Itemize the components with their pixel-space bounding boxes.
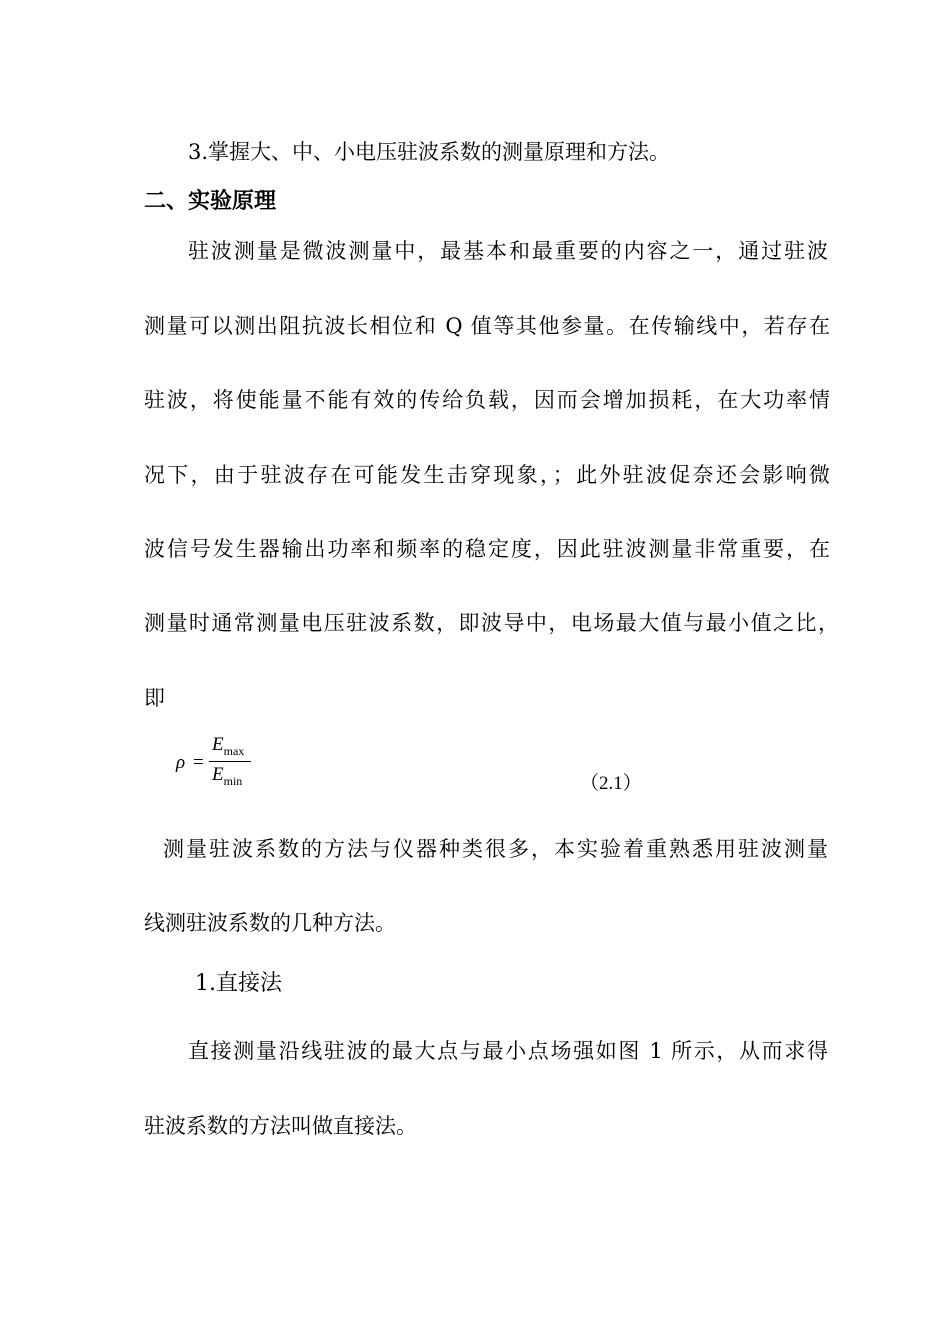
formula-rho: ρ xyxy=(176,752,186,773)
formula-equals: = xyxy=(193,752,204,773)
equation-number: （2.1） xyxy=(580,773,642,794)
paragraph-line: 测量可以测出阻抗波长相位和 Q 值等其他参量。在传输线中，若存在 xyxy=(144,314,830,338)
paragraph-line: 驻波，将使能量不能有效的传给负载，因而会增加损耗，在大功率情 xyxy=(144,388,830,412)
objective-item-3: 3.掌握大、中、小电压驻波系数的测量原理和方法。 xyxy=(188,140,671,164)
subsection-heading: 1.直接法 xyxy=(195,971,282,996)
paragraph-line: 波信号发生器输出功率和频率的稳定度，因此驻波测量非常重要，在 xyxy=(144,537,830,561)
paragraph-line: 线测驻波系数的几种方法。 xyxy=(144,911,396,935)
paragraph-line: 况下，由于驻波存在可能发生击穿现象，；此外驻波促奈还会影响微 xyxy=(144,463,830,487)
paragraph-line: 驻波系数的方法叫做直接法。 xyxy=(144,1114,417,1138)
formula-numerator: $E_{max}$ xyxy=(212,734,245,758)
paragraph-line: 测量时通常测量电压驻波系数，即波导中，电场最大值与最小值之比， xyxy=(144,611,839,635)
formula-denominator: $E_{min}$ xyxy=(212,764,243,788)
paragraph-line: 直接测量沿线驻波的最大点与最小点场强如图 1 所示，从而求得 xyxy=(188,1039,828,1063)
paragraph-line: 即 xyxy=(144,686,165,710)
paragraph-line: 测量驻波系数的方法与仪器种类很多，本实验着重熟悉用驻波测量 xyxy=(163,837,828,861)
fraction-bar xyxy=(209,761,251,762)
section-heading: 二、实验原理 xyxy=(144,188,277,214)
paragraph-line: 驻波测量是微波测量中，最基本和最重要的内容之一，通过驻波 xyxy=(188,239,828,263)
